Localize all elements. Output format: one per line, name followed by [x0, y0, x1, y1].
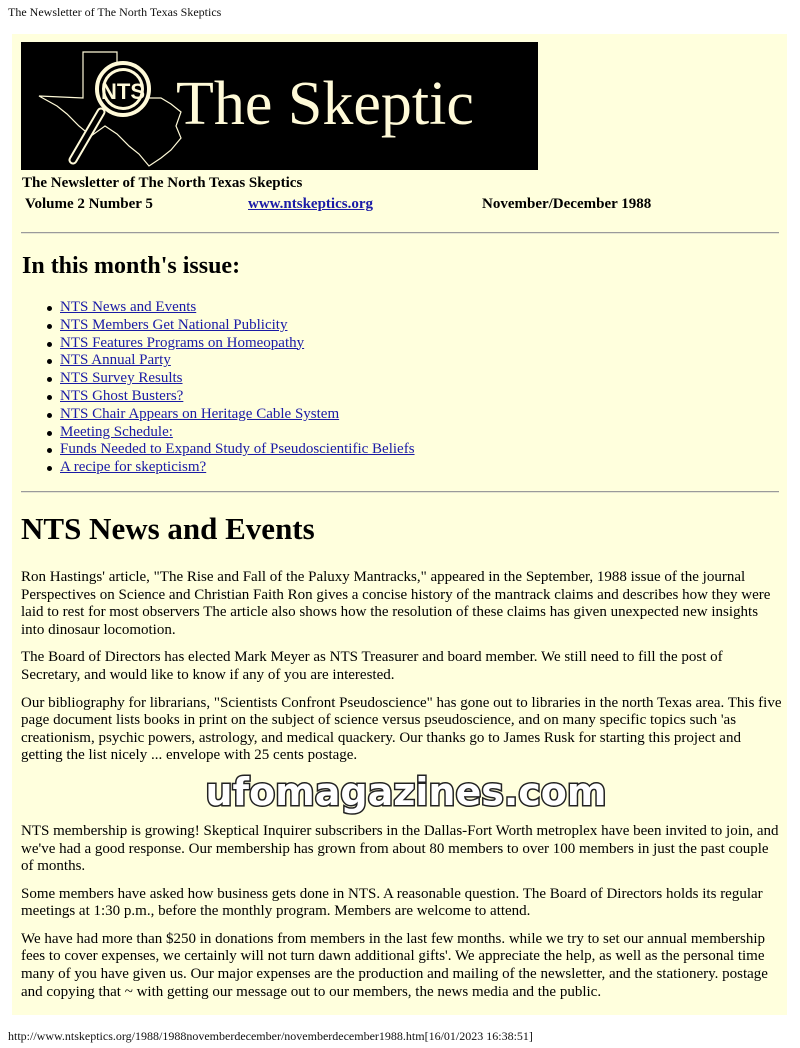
banner-logo	[21, 42, 538, 170]
article-paragraph: The Board of Directors has elected Mark Meyer as NTS Treasurer and board member. We still need to fill the post of Secretary, and would like to know if any of you are interested.	[21, 649, 723, 683]
toc-link-national-publicity[interactable]: NTS Members Get National Publicity	[60, 316, 288, 333]
toc-link-annual-party[interactable]: NTS Annual Party	[60, 352, 171, 369]
issue-date: November/December 1988	[482, 196, 652, 212]
toc-item	[60, 352, 787, 370]
toc-link-meeting-schedule[interactable]: Meeting Schedule:	[60, 423, 173, 440]
toc-item	[60, 299, 787, 317]
divider	[21, 491, 779, 493]
newsletter-page	[12, 34, 787, 1015]
toc-item	[60, 441, 787, 459]
article-paragraph: Ron Hastings' article, "The Rise and Fall of the Paluxy Mantracks," appeared in the September, 1988 issue of the journal Perspectives on Science and Christian Faith Ron gives a concise history of the mantrack claims and describes how they were laid to rest for most observers The article also shows how the resolution of these claims has given unexpected new insights into dinosaur locomotion.	[21, 568, 771, 638]
toc-link-homeopathy[interactable]: NTS Features Programs on Homeopathy	[60, 334, 305, 351]
toc-link-recipe-skepticism[interactable]: A recipe for skepticism?	[60, 459, 207, 476]
toc-link-funds-needed[interactable]: Funds Needed to Expand Study of Pseudoscientific Beliefs	[60, 441, 415, 458]
divider	[21, 232, 779, 234]
volume-number: Volume 2 Number 5	[25, 196, 153, 212]
masthead-meta-row	[12, 194, 787, 214]
toc-link-news-events[interactable]: NTS News and Events	[60, 299, 197, 315]
watermark	[205, 769, 607, 814]
toc-item	[60, 370, 787, 388]
toc-link-ghost-busters[interactable]: NTS Ghost Busters?	[60, 387, 184, 404]
toc-item	[60, 459, 787, 477]
newsletter-subtitle: The Newsletter of The North Texas Skeptics	[22, 175, 303, 191]
toc-item	[60, 406, 787, 424]
logo-nts-text: NTS	[101, 79, 145, 104]
toc-link-survey-results[interactable]: NTS Survey Results	[60, 370, 183, 387]
toc-heading: In this month's issue:	[22, 253, 241, 279]
article-paragraph: Some members have asked how business gets done in NTS. A reasonable question. The Board of Directors holds its regular meetings at 1:30 p.m., before the monthly program. Members are welcome to attend.	[21, 885, 763, 920]
article-paragraph: Our bibliography for librarians, "Scientists Confront Pseudoscience" has gone out to libraries in the north Texas area. This five page document lists books in print on the subject of science versus pseudoscience, and on many specific topics such 'as creationism, psychic powers, astrology, and medical quackery. Our thanks go to James Rusk for starting this project and getting the list nicely ... envelope with 25 cents postage.	[21, 694, 782, 764]
toc-item	[60, 317, 787, 335]
article-paragraph: We have had more than $250 in donations from members in the last few months. while we try to set our annual membership fees to cover expenses, we certainly will not turn dawn additional gifts'. We appreciate the help, as well as the personal time many of you have given us. Our major expenses are the production and mailing of the newsletter, and the stationery. postage and copying that ~ with getting our message out to our members, the news media and the public.	[21, 930, 768, 1000]
print-footer: http://www.ntskeptics.org/1988/1988novemberdecember/novemberdecember1988.htm[16/01/2023 16:38:51]	[8, 1029, 533, 1044]
watermark-text: ufomagazines.com	[205, 769, 607, 814]
table-of-contents	[60, 299, 787, 477]
toc-link-heritage-cable[interactable]: NTS Chair Appears on Heritage Cable System	[60, 405, 340, 422]
toc-item	[60, 424, 787, 442]
skeptic-banner-image	[21, 42, 538, 170]
toc-item	[60, 335, 787, 353]
article-title: NTS News and Events	[21, 510, 315, 546]
website-link[interactable]: www.ntskeptics.org	[248, 196, 374, 212]
article-paragraph: NTS membership is growing! Skeptical Inquirer subscribers in the Dallas-Fort Worth metroplex have been invited to join, and we've had a good response. Our membership has grown from about 80 members to over 100 members in just the past couple of months.	[21, 822, 779, 875]
toc-item	[60, 388, 787, 406]
banner-title: The Skeptic	[176, 70, 474, 138]
print-header: The Newsletter of The North Texas Skeptics	[8, 5, 222, 19]
